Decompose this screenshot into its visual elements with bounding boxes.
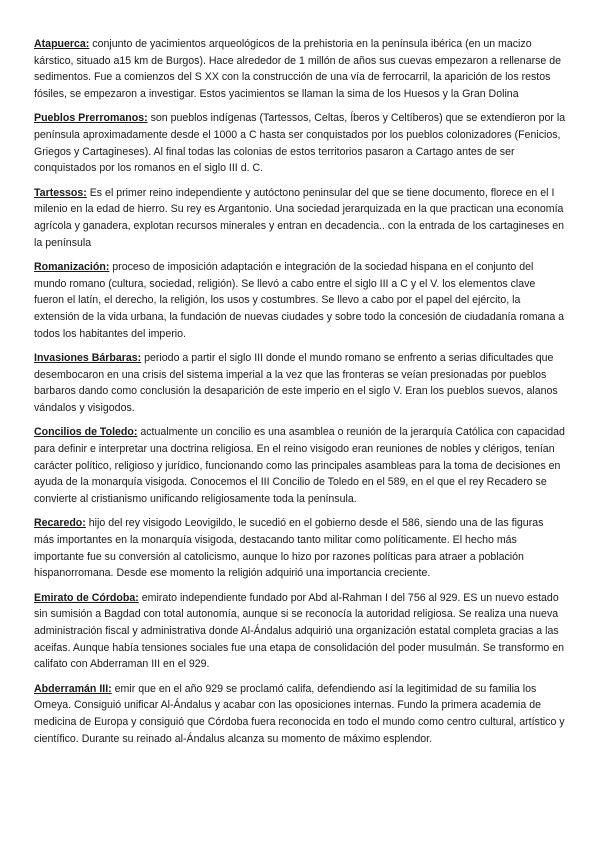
- entry-abderraman-iii: [34, 681, 566, 747]
- entry-text: actualmente un concilio es una asamblea o reunión de la jerarquía Católica con capacidad para definir e interpretar una doctrina religiosa. En el reino visigodo eran reuniones de nobles y clérigos, tenían carácter político, religioso y jurídico, funcionando como las principales asambleas para la toma de decisiones en ayuda de la monarquía visigoda. Conocemos el III Concilio de Toledo en el 589, en el que el rey Recadero se convierte al cristianismo unificando religiosamente toda la península.: [34, 426, 565, 505]
- entry-atapuerca: [34, 36, 566, 102]
- entry-romanizacion: [34, 259, 566, 342]
- entry-term: Romanización:: [34, 261, 110, 274]
- entry-term: Atapuerca:: [34, 38, 90, 50]
- entry-concilios-de-toledo: [34, 424, 566, 507]
- entry-term: Abderramán III:: [34, 682, 112, 695]
- entry-pueblos-prerromanos: [34, 110, 566, 176]
- entry-term: Tartessos:: [34, 186, 87, 199]
- entry-text: conjunto de yacimientos arqueológicos de la prehistoria en la península ibérica (en un macizo kárstico, situado a15 km de Burgos). Hace alrededor de 1 millón de años sus cuevas empezaron a rellenarse de sedimentos. Fue a comienzos del S XX con la construcción de una vía de ferrocarril, la aparición de los restos fósiles, se empezaron a investigar. Estos yacimientos se llaman la sima de los Huesos y la Gran Dolina: [34, 38, 562, 100]
- entry-emirato-de-cordoba: [34, 590, 566, 673]
- entry-text: Es el primer reino independiente y autóctono peninsular del que se tiene documento, florece en el I milenio en la edad de hierro. Su rey es Argantonio. Una sociedad jerarquizada en la que practican una economía agrícola y ganadera, explotan recursos minerales y entran en decadencia.. con la entrada de los cartagineses en la península: [34, 186, 565, 249]
- entry-term: Invasiones Bárbaras:: [34, 352, 142, 365]
- entry-text: son pueblos indígenas (Tartessos, Celtas, Íberos y Celtíberos) que se extendieron por la península aproximadamente desde el 1000 a C hasta ser conquistados por los pueblos colonizadores (Fenicios, Griegos y Cartagineses). Al final todas las colonias de estos territorios pasaron a Cartago antes de ser conquistados por los romanos en el siglo III d. C.: [34, 112, 566, 175]
- entry-invasiones-barbaras: [34, 350, 566, 416]
- entry-tartessos: [34, 185, 566, 251]
- entry-text: emir que en el año 929 se proclamó califa, defendiendo así la legitimidad de su familia los Omeya. Consiguió unificar Al-Ándalus y acabar con las oposiciones internas. Fundo la primera academia de medicina de Europa y consiguió que Córdoba fuera reconocida en todo el mundo como centro cultural, artístico y científico. Durante su reinado al-Ándalus alcanza su momento de máximo esplendor.: [34, 682, 565, 745]
- entry-term: Emirato de Córdoba:: [34, 591, 139, 604]
- entry-term: Pueblos Prerromanos:: [34, 112, 148, 125]
- entry-term: Recaredo:: [34, 517, 86, 530]
- entry-text: hijo del rey visigodo Leovigildo, le sucedió en el gobierno desde el 586, siendo una de las figuras más importantes en la monarquía visigoda, destacando tanto militar como políticamente. El hecho más importante fue su conversión al catolicismo, aunque lo hizo por razones políticas para atraer a población hispanorromana. Desde ese momento la religión adquirió una importancia creciente.: [34, 517, 544, 580]
- entry-text: proceso de imposición adaptación e integración de la sociedad hispana en el conjunto del mundo romano (cultura, sociedad, religión). Se llevó a cabo entre el siglo III a C y el V. los elementos clave fueron el latín, el derecho, la religión, los usos y costumbres. Se llevo a cabo por el papel del ejército, la extensión de la vida urbana, la fundación de nuevas ciudades y sobre todo la concesión de ciudadanía romana a todos los habitantes del imperio.: [34, 261, 565, 340]
- entry-term: Concilios de Toledo:: [34, 426, 138, 439]
- entry-text: periodo a partir el siglo III donde el mundo romano se enfrento a serias dificultades que desembocaron en una crisis del sistema imperial a la vez que las fronteras se veían presionadas por pueblos barbaros dando como conclusión la desaparición de este imperio en el siglo V. Eran los pueblos suevos, alanos vándalos y visigodos.: [34, 352, 558, 414]
- entry-recaredo: [34, 515, 566, 581]
- entry-text: emirato independiente fundado por Abd al-Rahman I del 756 al 929. ES un nuevo estado sin sumisión a Bagdad con total autonomía, aunque si se reconocía la autoridad religiosa. Se realiza una nueva administración fiscal y administrativa donde Al-Ándalus adquirió una organización estatal completa gracias a las aceifas. Aunque había tensiones sociales fue una etapa de consolidación del poder musulmán. Se transformo en califato con Abderraman III en el 929.: [34, 591, 565, 671]
